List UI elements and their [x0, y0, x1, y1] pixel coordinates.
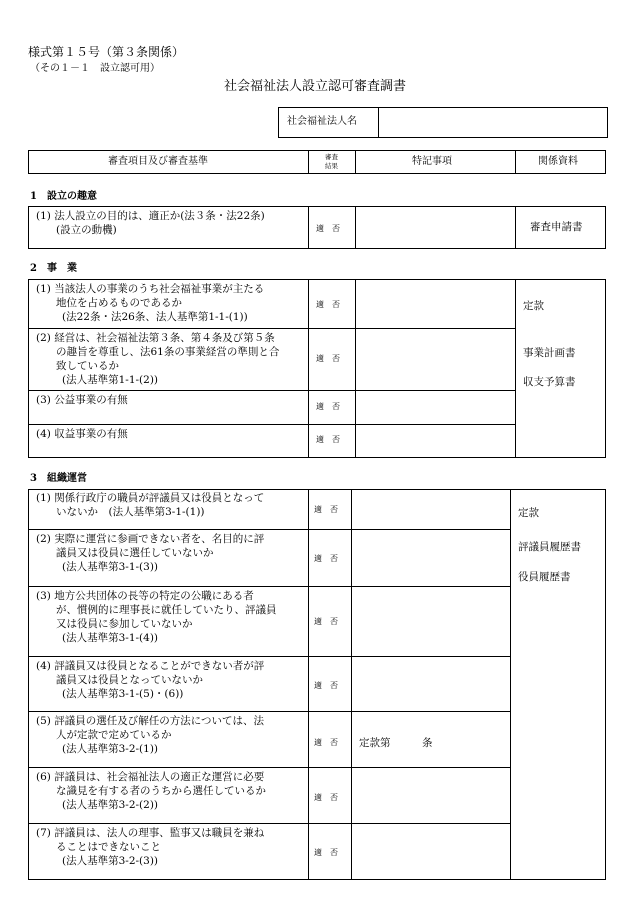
result-checkbox[interactable]: 適 否 — [316, 435, 340, 444]
item-text-line: (2) 実際に運営に参画できない者を、名目的に評 — [36, 533, 265, 545]
note-field[interactable]: 定款第 条 — [359, 737, 433, 749]
section-1-title: 1 設立の趣意 — [30, 191, 97, 202]
result-checkbox[interactable]: 適 否 — [316, 224, 340, 233]
item-text-line: (4) 収益事業の有無 — [36, 428, 128, 440]
column-header-notes: 特記事項 — [412, 156, 452, 167]
result-checkbox[interactable]: 適 否 — [314, 848, 338, 857]
item-text-line: 致しているか — [56, 360, 119, 372]
corporation-name-label: 社会福祉法人名 — [287, 116, 357, 127]
item-text-line: ることはできないこと — [56, 841, 161, 853]
material-item: 収支予算書 — [523, 376, 576, 388]
item-text-line: (3) 地方公共団体の長等の特定の公職にある者 — [36, 590, 254, 602]
item-text-line: (法人基準第3-2-(3)) — [62, 855, 159, 867]
item-text-line: (法人基準第3-2-(1)) — [62, 743, 159, 755]
item-text-line: 議員又は役員となっていないか — [56, 674, 203, 686]
result-checkbox[interactable]: 適 否 — [316, 300, 340, 309]
item-text-line: (法人基準第3-2-(2)) — [62, 799, 159, 811]
material-item: 定款 — [518, 507, 539, 519]
item-text-line: いないか (法人基準第3-1-(1)) — [56, 506, 205, 518]
material-item: 事業計画書 — [523, 347, 576, 359]
material-item: 評議員履歴書 — [518, 541, 581, 553]
result-checkbox[interactable]: 適 否 — [316, 402, 340, 411]
result-checkbox[interactable]: 適 否 — [314, 681, 338, 690]
result-checkbox[interactable]: 適 否 — [314, 738, 338, 747]
item-text-line: (法人基準第3-1-(4)) — [62, 632, 159, 644]
item-text-line: (1) 当該法人の事業のうち社会福祉事業が主たる — [36, 283, 265, 295]
item-text-line: (2) 経営は、社会福祉法第３条、第４条及び第５条 — [36, 332, 275, 344]
item-text-line: (4) 評議員又は役員となることができない者が評 — [36, 660, 265, 672]
page-title: 社会福祉法人設立認可審査調書 — [224, 79, 407, 94]
item-text-line: が、慣例的に理事長に就任していたり、評議員 — [56, 604, 277, 616]
item-text-line: (5) 評議員の選任及び解任の方法については、法 — [36, 715, 265, 727]
material-item: 定款 — [523, 300, 544, 312]
material-item: 役員履歴書 — [518, 571, 571, 583]
result-checkbox[interactable]: 適 否 — [316, 354, 340, 363]
column-header-result-2: 結果 — [325, 162, 338, 170]
item-text-line: (7) 評議員は、法人の理事、監事又は職員を兼ね — [36, 827, 265, 839]
item-text-line: 又は役員に参加していないか — [56, 618, 193, 630]
item-text-line: な識見を有する者のうちから選任しているか — [56, 785, 266, 797]
item-text-line: (6) 評議員は、社会福祉法人の適正な運営に必要 — [36, 771, 265, 783]
item-text-line: 人が定款で定めているか — [56, 729, 172, 741]
result-checkbox[interactable]: 適 否 — [314, 617, 338, 626]
item-text-line: (1) 関係行政庁の職員が評議員又は役員となって — [36, 492, 265, 504]
column-header-result-1: 審査 — [325, 153, 338, 161]
item-text-line: 地位を占めるものであるか — [56, 297, 182, 309]
section-2-title: 2 事 業 — [30, 263, 77, 274]
item-text-line: (法人基準第3-1-(5)・(6)) — [62, 688, 184, 700]
item-text-line: (設立の動機) — [56, 224, 117, 236]
material-item: 審査申請書 — [530, 221, 583, 233]
column-header-item: 審査項目及び審査基準 — [108, 156, 208, 167]
form-subtitle: （その１－１ 設立認可用） — [30, 63, 160, 74]
result-checkbox[interactable]: 適 否 — [314, 554, 338, 563]
result-checkbox[interactable]: 適 否 — [314, 793, 338, 802]
item-text-line: 議員又は役員に選任していないか — [56, 547, 214, 559]
item-text-line: (1) 法人設立の目的は、適正か(法３条・法22条) — [36, 210, 265, 222]
item-text-line: (法人基準第3-1-(3)) — [62, 561, 159, 573]
result-checkbox[interactable]: 適 否 — [314, 505, 338, 514]
section-3-title: 3 組織運営 — [30, 473, 87, 484]
item-text-line: (法22条・法26条、法人基準第1-1-(1)) — [62, 311, 248, 323]
item-text-line: (3) 公益事業の有無 — [36, 394, 128, 406]
item-text-line: (法人基準第1-1-(2)) — [62, 374, 159, 386]
form-number: 様式第１５号（第３条関係） — [28, 45, 185, 59]
column-header-materials: 関係資料 — [538, 156, 578, 167]
item-text-line: の趣旨を尊重し、法61条の事業経営の準則と合 — [56, 346, 280, 358]
